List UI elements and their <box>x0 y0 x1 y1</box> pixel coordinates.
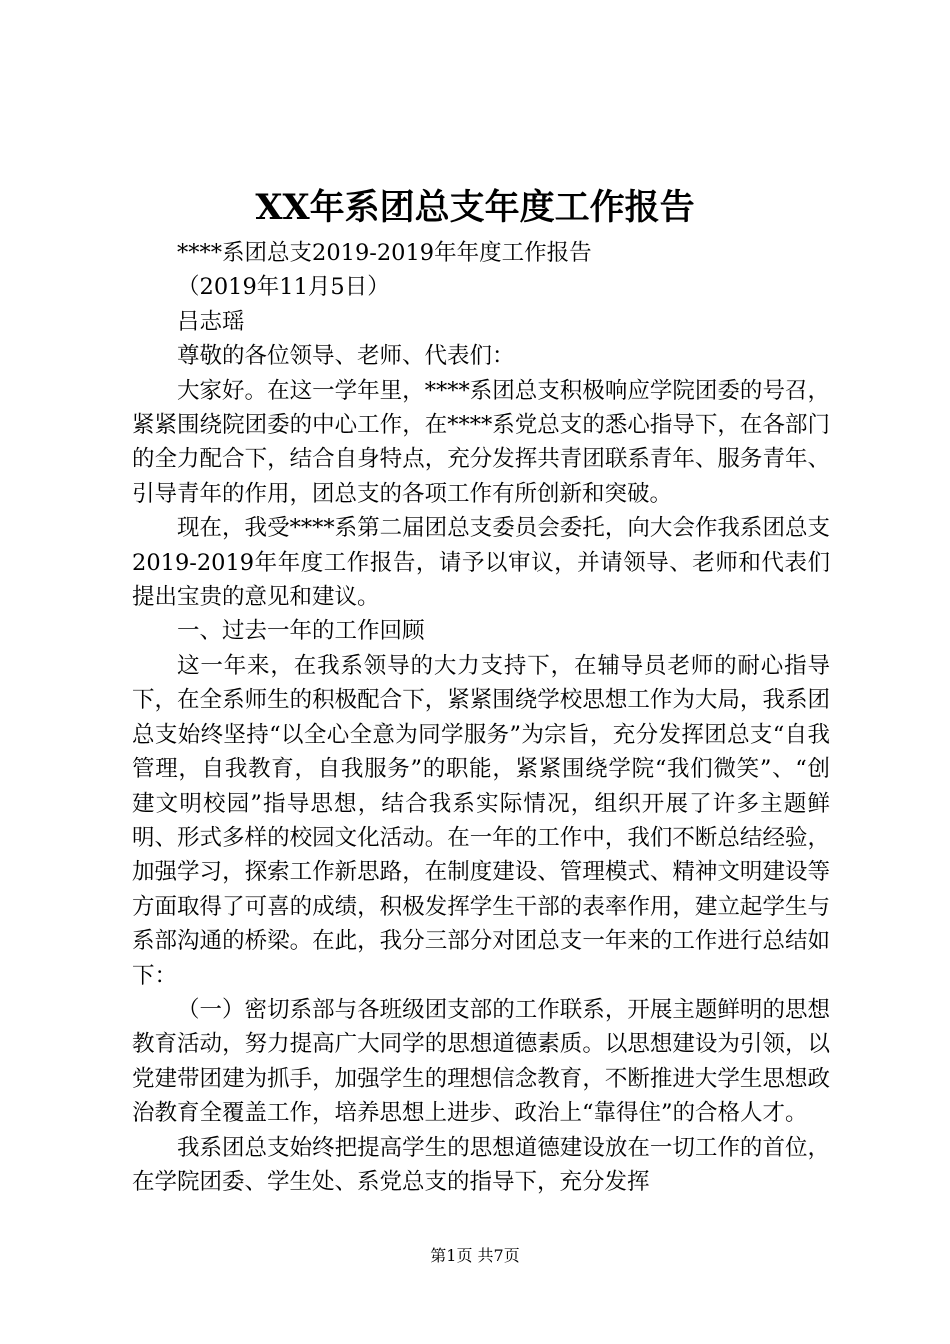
paragraph: 这一年来，在我系领导的大力支持下，在辅导员老师的耐心指导下，在全系师生的积极配合下，紧紧围绕学校思想工作为大局，我系团总支始终坚持“以全心全意为同学服务”为宗旨，充分发挥团总支“自我管理，自我教育，自我服务”的职能，紧紧围绕学院“我们微笑”、“创建文明校园”指导思想，结合我系实际情况，组织开展了许多主题鲜明、形式多样的校园文化活动。在一年的工作中，我们不断总结经验，加强学习，探索工作新思路，在制度建设、管理模式、精神文明建设等方面取得了可喜的成绩，积极发挥学生干部的表率作用，建立起学生与系部沟通的桥梁。在此，我分三部分对团总支一年来的工作进行总结如下： <box>132 652 830 989</box>
salutation: 尊敬的各位领导、老师、代表们： <box>177 343 515 370</box>
paragraph: （一）密切系部与各班级团支部的工作联系，开展主题鲜明的思想教育活动，努力提高广大同学的思想道德素质。以思想建设为引领，以党建带团建为抓手，加强学生的理想信念教育，不断推进大学生思想政治教育全覆盖工作，培养思想上进步、政治上“靠得住”的合格人才。 <box>132 996 830 1127</box>
section-heading: 一、过去一年的工作回顾 <box>177 618 425 645</box>
page-footer: 第1页 共7页 <box>430 1246 520 1265</box>
report-author: 吕志瑶 <box>177 308 245 335</box>
paragraph: 大家好。在这一学年里，****系团总支积极响应学院团委的号召，紧紧围绕院团委的中心工作，在****系党总支的悉心指导下，在各部门的全力配合下，结合自身特点，充分发挥共青团联系青年、服务青年、引导青年的作用，团总支的各项工作有所创新和突破。 <box>132 377 830 507</box>
report-date: （2019年11月5日） <box>177 274 390 301</box>
report-subtitle: ****系团总支2019-2019年年度工作报告 <box>177 240 592 266</box>
paragraph: 我系团总支始终把提高学生的思想道德建设放在一切工作的首位，在学院团委、学生处、系党总支的指导下，充分发挥 <box>132 1134 830 1195</box>
document-title: XX年系团总支年度工作报告 <box>255 187 695 228</box>
paragraph: 现在，我受****系第二届团总支委员会委托，向大会作我系团总支2019-2019年年度工作报告，请予以审议，并请领导、老师和代表们提出宝贵的意见和建议。 <box>132 515 830 611</box>
document-body <box>132 236 830 1199</box>
